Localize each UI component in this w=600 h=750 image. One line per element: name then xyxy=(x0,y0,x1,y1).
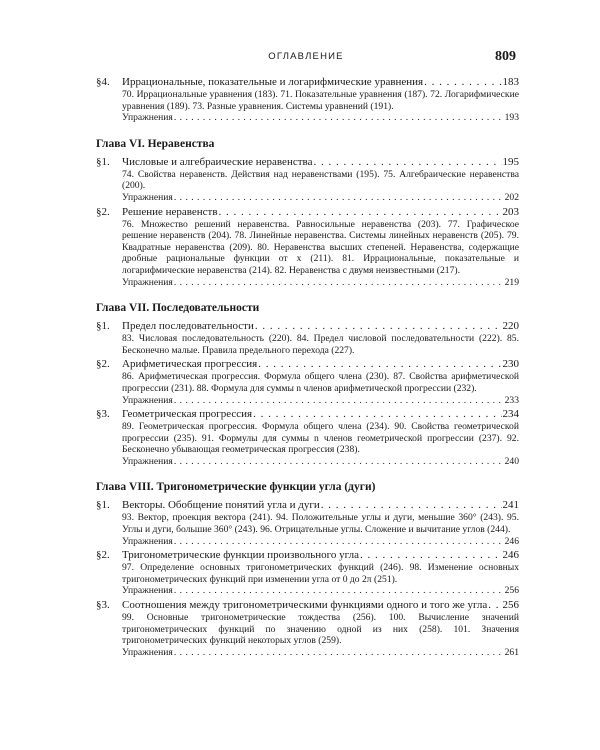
section-number: §3. xyxy=(96,599,110,612)
section-title: Предел последовательности xyxy=(122,320,254,333)
chapter-heading: Глава VII. Последовательности xyxy=(96,302,260,315)
subsection-list: 70. Иррациональные уравнения (183). 71. Показательные уравнения (187). 72. Логарифмические уравнения (189). 73. Разные уравнения. Системы уравнений (191). xyxy=(122,89,519,112)
subsection-list: 74. Свойства неравенств. Действия над неравенствами (195). 75. Алгебраические неравенства (200). xyxy=(122,168,519,192)
section-number: §1. xyxy=(96,499,110,512)
section-number: §4. xyxy=(96,76,110,88)
dot-leader xyxy=(174,536,504,548)
section-title: Соотношения между тригонометрическими функциями одного и того же угла xyxy=(122,599,488,612)
dot-leader xyxy=(321,499,502,512)
toc-section xyxy=(96,549,519,597)
exercises-page: 219 xyxy=(504,276,519,288)
section-entry xyxy=(122,549,519,562)
toc-section xyxy=(96,156,519,204)
section-heading xyxy=(96,599,519,612)
section-heading xyxy=(96,156,519,169)
toc-section xyxy=(96,358,519,406)
section-number: §1. xyxy=(96,320,110,333)
section-page: 241 xyxy=(502,499,519,512)
section-number: §2. xyxy=(96,205,110,218)
section-page: 203 xyxy=(502,205,519,218)
exercises-label: Упражнения xyxy=(122,112,173,124)
dot-leader xyxy=(360,549,502,562)
subsection-list: 93. Вектор, проекция вектора (241). 94. Положительные углы и дуги, меньшие 360° (243). 95. Углы и дуги, большие 360° (243). 96. Отрицательные углы. Сложение и вычитание углов (244). xyxy=(122,512,519,536)
section-page: 220 xyxy=(502,320,519,333)
section-entry xyxy=(122,76,519,89)
exercises-page: 256 xyxy=(504,585,519,597)
exercises-entry xyxy=(96,192,519,204)
subsection-list: 76. Множество решений неравенства. Равносильные неравенства (203). 77. Графическое решение неравенств (204). 78. Линейные неравенства. Системы линейных неравенств (205). 79. Квадратные неравенства (209). 80. Неравенства высших степеней. Неравенства, содержащие дробные рациональные функции от x (211). 81. Иррациональные, показательные и логарифмические неравенства (214). 82. Неравенства с двумя неизвестными (217). xyxy=(122,218,519,276)
section-heading xyxy=(96,549,519,562)
section-number: §2. xyxy=(96,549,110,562)
dot-leader xyxy=(174,192,504,204)
exercises-page: 233 xyxy=(504,394,519,406)
dot-leader xyxy=(255,320,502,333)
toc-section xyxy=(96,599,519,658)
exercises-entry xyxy=(96,585,519,597)
dot-leader xyxy=(174,456,504,468)
section-entry xyxy=(122,599,519,612)
section-heading xyxy=(96,206,519,219)
section-entry xyxy=(122,206,519,219)
section-page: 195 xyxy=(502,155,519,168)
section-entry xyxy=(122,156,519,169)
section-number: §1. xyxy=(96,155,110,168)
dot-leader xyxy=(258,358,501,371)
subsection-list: 86. Арифметическая прогрессия. Формула общего члена (230). 87. Свойства арифметической прогрессии (231). 88. Формула для суммы n членов арифметической прогрессии (232). xyxy=(122,371,519,394)
toc-section xyxy=(96,206,519,289)
exercises-entry xyxy=(96,647,519,659)
toc-section xyxy=(96,320,519,356)
section-title: Векторы. Обобщение понятий угла и дуги xyxy=(122,499,320,512)
running-head xyxy=(96,49,516,67)
exercises-page: 261 xyxy=(504,646,519,658)
section-entry xyxy=(122,408,519,421)
toc-section xyxy=(96,76,519,124)
toc-section xyxy=(96,408,519,467)
exercises-label: Упражнения xyxy=(122,276,173,288)
exercises-page: 240 xyxy=(504,455,519,467)
exercises-entry xyxy=(96,112,519,124)
dot-leader xyxy=(253,408,501,421)
section-number: §3. xyxy=(96,408,110,421)
exercises-label: Упражнения xyxy=(122,455,173,467)
dot-leader xyxy=(174,277,504,289)
exercises-entry xyxy=(96,277,519,289)
section-entry xyxy=(122,358,519,371)
chapter-heading: Глава VI. Неравенства xyxy=(96,137,215,150)
exercises-label: Упражнения xyxy=(122,191,173,203)
section-title: Иррациональные, показательные и логарифмические уравнения xyxy=(122,76,424,88)
exercises-page: 202 xyxy=(504,191,519,203)
dot-leader xyxy=(174,395,504,407)
section-heading xyxy=(96,320,519,333)
section-title: Числовые и алгебраические неравенства xyxy=(122,155,313,168)
section-entry xyxy=(122,499,519,512)
exercises-label: Упражнения xyxy=(122,394,173,406)
exercises-page: 193 xyxy=(504,112,519,124)
section-heading xyxy=(96,76,519,89)
dot-leader xyxy=(174,112,504,124)
subsection-list: 89. Геометрическая прогрессия. Формула общего члена (234). 90. Свойства геометрической прогрессии (235). 91. Формулы для суммы n членов геометрической прогрессии (237). 92. Бесконечно убывающая геометрическая прогрессия (238). xyxy=(122,421,519,456)
dot-leader xyxy=(174,647,504,659)
exercises-entry xyxy=(96,456,519,468)
exercises-page: 246 xyxy=(504,535,519,547)
section-title: Арифметическая прогрессия xyxy=(122,358,258,371)
section-page: 234 xyxy=(502,408,519,421)
section-heading xyxy=(96,499,519,512)
section-entry xyxy=(122,320,519,333)
dot-leader xyxy=(219,206,502,219)
subsection-list: 97. Определение основных тригонометрических функций (246). 98. Изменение основных тригонометрических функций при изменении угла от 0 до 2π (251). xyxy=(122,562,519,585)
exercises-label: Упражнения xyxy=(122,535,173,547)
exercises-label: Упражнения xyxy=(122,585,173,597)
chapter-heading: Глава VIII. Тригонометрические функции угла (дуги) xyxy=(96,481,376,494)
section-page: 246 xyxy=(502,549,519,562)
section-page: 183 xyxy=(502,76,519,88)
table-of-contents xyxy=(96,76,519,660)
subsection-list: 99. Основные тригонометрические тождества (256). 100. Вычисление значений тригонометрических функций по значению одной из них (258). 101. Значения тригонометрических функций некоторых углов (259). xyxy=(122,612,519,647)
exercises-entry xyxy=(96,536,519,548)
running-title: ОГЛАВЛЕНИЕ xyxy=(268,51,344,62)
subsection-list: 83. Числовая последовательность (220). 84. Предел числовой последовательности (222). 85. Бесконечно малые. Правила предельного перехода (227). xyxy=(122,333,519,356)
exercises-entry xyxy=(96,395,519,407)
section-heading xyxy=(96,408,519,421)
section-page: 256 xyxy=(502,599,519,612)
section-title: Тригонометрические функции произвольного угла xyxy=(122,549,359,562)
dot-leader xyxy=(174,585,504,597)
page-number: 809 xyxy=(495,49,516,64)
section-title: Решение неравенств xyxy=(122,205,218,218)
section-title: Геометрическая прогрессия xyxy=(122,408,253,421)
section-page: 230 xyxy=(502,358,519,371)
dot-leader xyxy=(424,76,501,89)
dot-leader xyxy=(488,599,501,612)
section-number: §2. xyxy=(96,358,110,371)
toc-section xyxy=(96,499,519,547)
exercises-label: Упражнения xyxy=(122,646,173,658)
section-heading xyxy=(96,358,519,371)
dot-leader xyxy=(313,156,501,169)
